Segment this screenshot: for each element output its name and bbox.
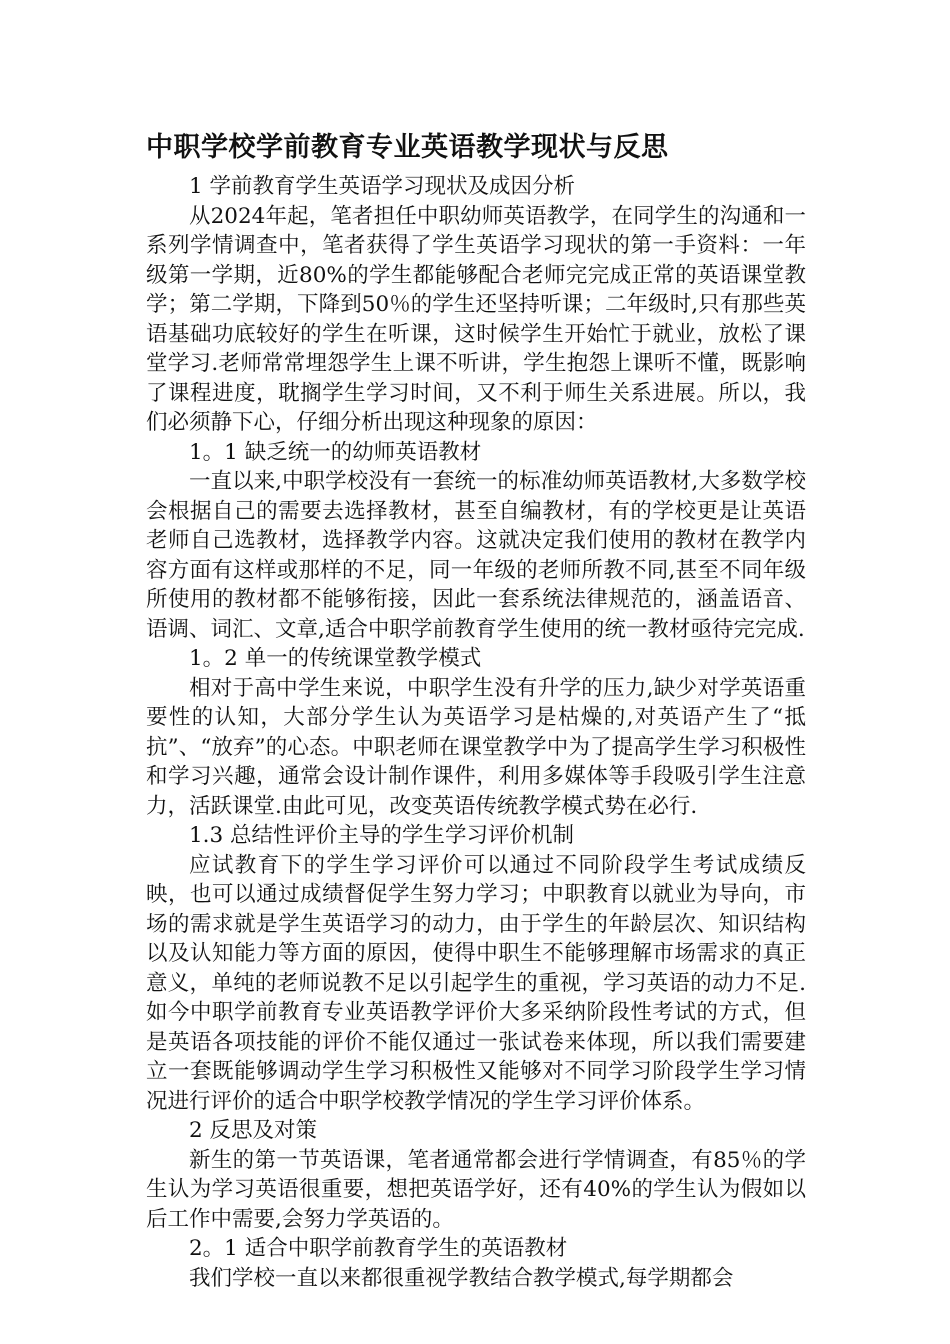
section-heading: 2 反思及对策 [189, 1118, 318, 1143]
body-paragraph: 新生的第一节英语课，笔者通常都会进行学情调查，有85％的学生认为学习英语很重要，想把英语学好，还有40%的学生认为假如以后工作中需要,会努力学英语的。 [146, 1147, 806, 1232]
body-paragraph: 应试教育下的学生学习评价可以通过不同阶段学生考试成绩反映，也可以通过成绩督促学生努力学习；中职教育以就业为导向，市场的需求就是学生英语学习的动力，由于学生的年龄层次、知识结构以及认知能力等方面的原因，使得中职生不能够理解市场需求的真正意义，单纯的老师说教不足以引起学生的重视，学习英语的动力不足.如今中职学前教育专业英语教学评价大多采纳阶段性考试的方式，但是英语各项技能的评价不能仅通过一张试卷来体现，所以我们需要建立一套既能够调动学生学习积极性又能够对不同学习阶段学生学习情况进行评价的适合中职学校教学情况的学生学习评价体系。 [146, 852, 806, 1114]
body-paragraph: 一直以来,中职学校没有一套统一的标准幼师英语教材,大多数学校会根据自己的需要去选择教材，甚至自编教材，有的学校更是让英语老师自己选教材，选择教学内容。这就决定我们使用的教材在教学内容方面有这样或那样的不足，同一年级的老师所教不同,甚至不同年级所使用的教材都不能够衔接，因此一套系统法律规范的，涵盖语音、语调、词汇、文章,适合中职学前教育学生使用的统一教材亟待完完成. [146, 469, 806, 642]
document-body [146, 172, 806, 1293]
body-paragraph: 我们学校一直以来都很重视学教结合教学模式,每学期都会 [189, 1265, 734, 1291]
document-title: 中职学校学前教育专业英语教学现状与反思 [146, 132, 669, 163]
section-heading: 1.3 总结性评价主导的学生学习评价机制 [189, 823, 575, 848]
body-paragraph: 从2024年起，笔者担任中职幼师英语教学，在同学生的沟通和一系列学情调查中，笔者获得了学生英语学习现状的第一手资料：一年级第一学期，近80%的学生都能够配合老师完完成正常的英语课堂教学；第二学期，下降到50％的学生还坚持听课；二年级时,只有那些英语基础功底较好的学生在听课，这时候学生开始忙于就业，放松了课堂学习.老师常常埋怨学生上课不听讲，学生抱怨上课听不懂，既影响了课程进度，耽搁学生学习时间，又不利于师生关系进展。所以，我们必须静下心，仔细分析出现这种现象的原因： [146, 203, 806, 435]
section-heading: 1 学前教育学生英语学习现状及成因分析 [189, 174, 576, 199]
body-paragraph: 相对于高中学生来说，中职学生没有升学的压力,缺少对学英语重要性的认知，大部分学生认为英语学习是枯燥的,对英语产生了“抵抗”、“放弃”的心态。中职老师在课堂教学中为了提高学生学习积极性和学习兴趣，通常会设计制作课件，利用多媒体等手段吸引学生注意力，活跃课堂.由此可见，改变英语传统教学模式势在必行. [146, 675, 806, 819]
section-heading: 1。1 缺乏统一的幼师英语教材 [189, 439, 482, 465]
section-heading: 1。2 单一的传统课堂教学模式 [189, 646, 482, 671]
section-heading: 2。1 适合中职学前教育学生的英语教材 [189, 1236, 568, 1261]
